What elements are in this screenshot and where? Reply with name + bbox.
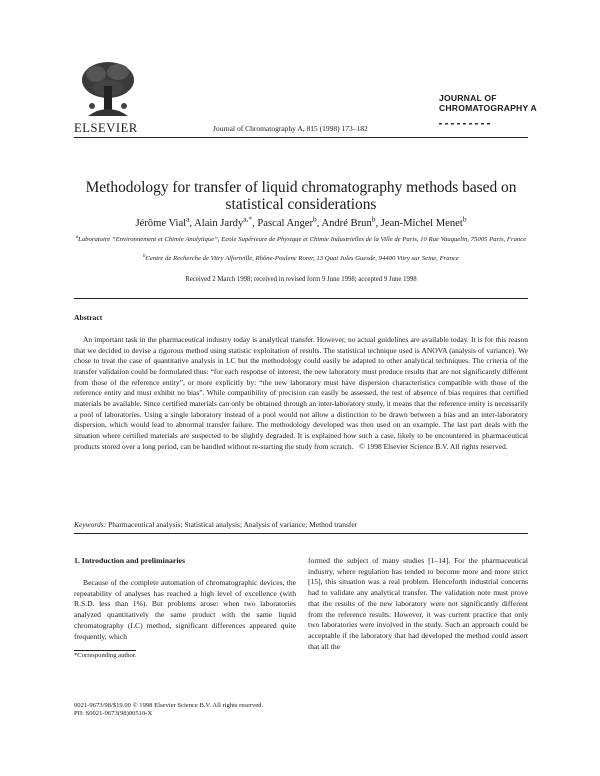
- affiliation-mark: a: [75, 234, 79, 240]
- article-title: Methodology for transfer of liquid chromatography methods based on statistical considerations: [85, 179, 517, 213]
- affiliation-text: Centre de Recherche de Vitry Alfortville, Rhône-Poulenc Rorer, 13 Quai Jules Guesde, 94400 Vitry sur Seine, France: [145, 255, 459, 262]
- pii-line: PII: S0021-9673(98)00510-X: [74, 710, 153, 717]
- footnote-rule: [74, 650, 136, 651]
- affiliation-text: Laboratoire “Environnement et Chimie Analytique”, Ecole Supérieure de Physique et Chimie Industrielles de la Ville de Paris, 10 Rue Vauquelin, 75005 Paris, France: [78, 236, 527, 243]
- journal-decoration-dots: [439, 121, 509, 127]
- abstract-heading: Abstract: [74, 313, 103, 322]
- author-list: Jérôme Vial$^a$, Alain Jardy$^{a,*}$, Pascal Anger$^b$, André Brun$^b$, Jean-Michel Menet$^b$: [135, 214, 467, 229]
- received-dates: Received 2 March 1998; received in revised form 9 June 1998; accepted 9 June 1998: [185, 276, 417, 283]
- author-name: André Brun: [321, 218, 372, 229]
- journal-title-line2: CHROMATOGRAPHY A: [439, 102, 537, 113]
- journal-title: [439, 94, 537, 113]
- author-name: Alain Jardy: [194, 218, 244, 229]
- affiliation-mark: b: [143, 253, 146, 259]
- author-affiliation-mark: b: [371, 214, 376, 224]
- elsevier-tree-logo-icon: [78, 58, 138, 118]
- author-name: Jérôme Vial: [135, 218, 187, 229]
- author-affiliation-mark: b: [462, 214, 467, 224]
- header-rule: [74, 137, 528, 138]
- abstract-copyright: © 1998 Elsevier Science B.V. All rights reserved.: [359, 441, 508, 451]
- copyright-line: 0021-9673/98/$19.00 © 1998 Elsevier Science B.V. All rights reserved.: [74, 702, 264, 709]
- corresponding-author-footnote: *Corresponding author.: [74, 652, 137, 659]
- publisher-name: ELSEVIER: [74, 121, 138, 135]
- keywords-label: Keywords:: [74, 520, 107, 529]
- right-column-text: formed the subject of many studies [1–14]. For the pharmaceutical industry, where regulation has tended to become more and more strict [15], this situation was a real problem. Henceforth industrial concerns had to validate any analytical transfer. The validation note must prove that the results of the new laboratory were not significantly different from the reference results. However, it was current practice that only two laboratories were involved in the study. Such an approach could be acceptable if the laboratory that had developed the method could assert that all the: [308, 556, 528, 651]
- abstract-top-rule: [74, 298, 528, 299]
- journal-title-line1: JOURNAL OF: [439, 93, 497, 103]
- author-affiliation-mark: b: [313, 214, 317, 224]
- affiliation-a: [74, 236, 528, 245]
- left-column-text: Because of the complete automation of chromatographic devices, the repeatability of analyses has reached a high level of excellence (with R.S.D. less than 1%). But problems arose: when two laboratories analyzed quantitatively the same product with the same liquid chromatography (LC) method, significant differences appeared quite frequently, which: [74, 578, 296, 641]
- journal-reference: Journal of Chromatography A, 815 (1998) 173–182: [213, 124, 368, 133]
- author-affiliation-mark: a: [186, 214, 190, 224]
- keywords-text: Pharmaceutical analysis; Statistical analysis; Analysis of variance; Method transfer: [108, 520, 358, 529]
- keywords-rule: [74, 533, 528, 534]
- author-name: Pascal Anger: [257, 218, 314, 229]
- abstract-body: [74, 335, 528, 452]
- author-name: Jean-Michel Menet: [380, 218, 463, 229]
- affiliation-b: [74, 255, 528, 264]
- author-affiliation-mark: a,*: [243, 214, 253, 224]
- keywords: [74, 520, 528, 529]
- section-heading: 1. Introduction and preliminaries: [74, 556, 186, 565]
- abstract-text: An important task in the pharmaceutical industry today is analytical transfer. However, no actual guidelines are available today. It is for this reason that we decided to devise a rigorous method using statistic exploitation of results. The statistical technique used is ANOVA (analysis of variance). We chose to treat the case of quantitative analysis in LC but the methodology could easily be adapted to other analytical techniques. The criteria of the transfer validation could be formulated thus: “for each response of interest, the new laboratory must produce results that are not significantly different from those of the reference entity”, or more explicitly by: “the new laboratory must have dispersion characteristics compatible with those of the reference entity and must exhibit no bias”. While compatibility of precision can easily be assessed, the test of absence of bias requires that certified materials be available. Since certified materials can only be obtained through an inter-laboratory study, it means that the reference entity is necessarily a pool of laboratories. Using a single laboratory instead of a pool would not allow a distinction to be drawn between a bias and an inter-laboratory dispersion, which would lead to abnormal transfer failure. The methodology developed was then used on an example. The last part deals with the situation where certified materials are suspected to be slightly degraded. It is explained how such a case, likely to be encountered in pharmaceutical products stored over a long period, can be handled without re-starting the study from scratch.: [74, 335, 528, 451]
